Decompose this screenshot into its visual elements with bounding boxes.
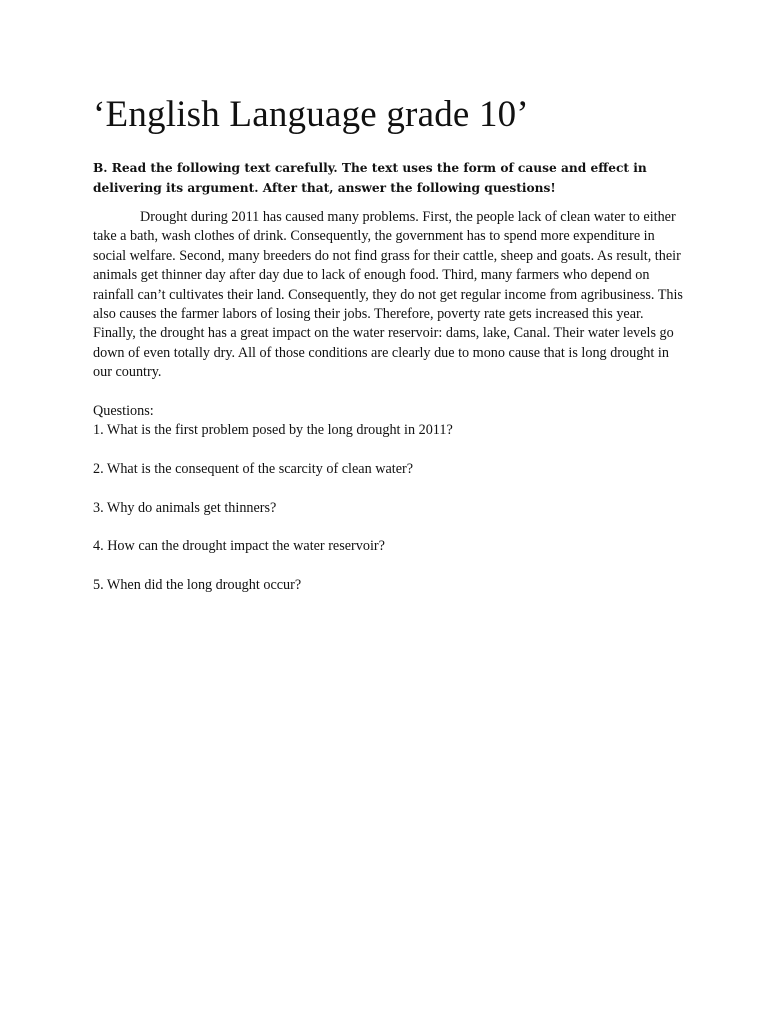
questions-section [93,402,683,596]
reading-passage: Drought during 2011 has caused many problems. First, the people lack of clean water to either take a bath, wash clothes of drink. Consequently, the government has to spend more expenditure in social welfare. Second, many breeders do not find grass for their cattle, sheep and goats. As result, their animals get thinner day after day due to lack of enough food. Third, many farmers who depend on rainfall can’t cultivates their land. Consequently, they do not get regular income from agribusiness. This also causes the farmer labors of losing their jobs. Therefore, poverty rate gets increased this year. Finally, the drought has a great impact on the water reservoir: dams, lake, Canal. Their water levels go down of even totally dry. All of those conditions are clearly due to mono cause that is long drought in our country. [93,209,683,381]
question-item: 2. What is the consequent of the scarcity of clean water? [93,460,414,477]
document-title: ‘English Language grade 10’ [93,94,529,135]
question-item: 1. What is the first problem posed by the long drought in 2011? [93,422,453,439]
document-page [93,92,683,615]
questions-heading: Questions: [93,402,154,419]
instruction-text: B. Read the following text carefully. The text uses the form of cause and effect in delivering its argument. After that, answer the following questions! [93,161,647,195]
question-item: 4. How can the drought impact the water reservoir? [93,538,385,555]
question-item: 3. Why do animals get thinners? [93,499,277,516]
question-item: 5. When did the long drought occur? [93,577,302,594]
